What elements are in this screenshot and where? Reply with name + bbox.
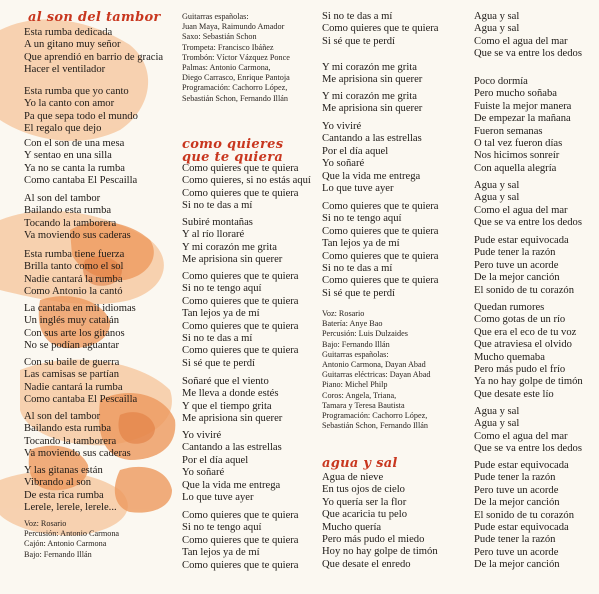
- credits: [182, 12, 290, 104]
- lyric-line: De empezar la mañana: [474, 113, 571, 125]
- credit-line: Saxo: Sebastián Schon: [182, 32, 257, 42]
- credit-line: Juan Maya, Raimundo Amador: [182, 22, 285, 32]
- song-title: agua y sal: [322, 456, 398, 471]
- stanza: [24, 138, 137, 188]
- lyric-line: Mucho quería: [322, 521, 382, 533]
- lyric-line: Como quieres, si no estás aquí: [182, 175, 311, 187]
- credit-line: Bajo: Fernando Illán: [322, 339, 390, 349]
- credits: [322, 309, 430, 431]
- lyric-line: Que la vida me entrega: [182, 479, 281, 491]
- credit-line: Sebastián Schon, Fernando Illán: [322, 421, 428, 431]
- lyric-line: Si sé que te perdí: [182, 357, 255, 369]
- credit-line: Cajón: Antonio Carmona: [24, 539, 107, 549]
- stanza: [474, 11, 582, 61]
- lyric-line: Nos hicimos sonreír: [474, 150, 560, 162]
- lyric-line: Como quieres que te quiera: [182, 559, 299, 571]
- lyric-line: Tocando la tamborera: [24, 217, 117, 229]
- lyric-line: Agua y sal: [474, 11, 520, 22]
- lyric-line: Pude tener la razón: [474, 247, 556, 259]
- credit-line: Sebastián Schon, Fernando Illán: [182, 93, 288, 103]
- lyric-line: Yo viviré: [182, 430, 222, 441]
- lyric-line: El regalo que dejo: [24, 123, 102, 135]
- lyric-line: Por el día aquel: [322, 145, 389, 157]
- lyric-line: Si no te tengo aquí: [182, 283, 262, 295]
- lyric-line: De esta rica rumba: [24, 489, 104, 501]
- lyric-line: De la mejor canción: [474, 497, 560, 509]
- lyric-line: Por el día aquel: [182, 454, 249, 466]
- lyric-line: Me aprisiona sin querer: [322, 74, 423, 86]
- lyric-line: Tan lejos ya de mí: [182, 308, 260, 320]
- stanza: [182, 510, 299, 572]
- lyric-line: Yo soñaré: [182, 467, 225, 479]
- lyric-line: Nadie cantará la rumba: [24, 273, 123, 285]
- lyric-line: Pude tener la razón: [474, 472, 556, 484]
- stanza: [182, 271, 299, 370]
- lyric-line: Pude tener la razón: [474, 534, 556, 546]
- stanza: [474, 460, 574, 572]
- lyric-line: Si no te das a mí: [322, 263, 393, 275]
- lyric-line: Que se va entre los dedos: [474, 217, 582, 229]
- lyric-line: Subiré montañas: [182, 217, 253, 228]
- lyric-line: Como quieres que te quiera: [182, 345, 299, 357]
- lyric-line: Que era el eco de tu voz: [474, 326, 577, 338]
- credit-line: Guitarras españolas:: [322, 349, 389, 359]
- song-title: al son del tambor: [28, 10, 161, 25]
- lyric-line: Poco dormía: [474, 76, 528, 87]
- lyric-line: Como quieres que te quiera: [182, 510, 299, 521]
- lyric-line: Como quieres que te quiera: [182, 163, 299, 174]
- lyric-line: Tan lejos ya de mí: [182, 547, 260, 559]
- lyric-line: Me lleva a donde estés: [182, 388, 279, 400]
- credit-line: Programación: Cachorro López,: [182, 83, 288, 93]
- lyric-line: O tal vez fueron días: [474, 138, 563, 150]
- lyric-line: Agua y sal: [474, 418, 520, 430]
- lyric-line: Como quieres que te quiera: [182, 534, 299, 546]
- lyric-line: Y mi corazón me grita: [322, 91, 417, 102]
- stanza: [322, 11, 439, 48]
- lyric-line: Como quieres que te quiera: [182, 295, 299, 307]
- lyric-line: Pero tuve un acorde: [474, 259, 559, 271]
- credit-line: Programación: Cachorro López,: [322, 411, 428, 421]
- lyric-line: De la mejor canción: [474, 272, 560, 284]
- lyric-line: No se podían aguantar: [24, 340, 120, 352]
- lyric-line: Pa que sepa todo el mundo: [24, 110, 138, 122]
- lyric-line: Fueron semanas: [474, 125, 543, 137]
- credit-line: Palmas: Antonio Carmona,: [182, 63, 271, 73]
- lyric-line: Va moviendo sus caderas: [24, 230, 131, 242]
- lyric-line: Bailando esta rumba: [24, 423, 112, 435]
- lyric-line: Pero tuve un acorde: [474, 546, 559, 558]
- stanza: [24, 86, 138, 136]
- lyric-line: Agua y sal: [474, 406, 520, 417]
- lyric-line: Con sus arte los gitanos: [24, 327, 125, 339]
- lyric-line: Con aquella alegría: [474, 162, 557, 174]
- credit-line: Trompeta: Francisco Ibáñez: [182, 42, 274, 52]
- lyric-line: Fuiste la mejor manera: [474, 100, 572, 112]
- lyric-line: Que aprendió en barrio de gracia: [24, 51, 164, 63]
- credit-line: Voz: Rosario: [24, 519, 67, 528]
- lyric-line: Con el son de una mesa: [24, 138, 125, 149]
- song-title-line-2: que te quiera: [182, 150, 284, 165]
- lyric-line: Las camisas se partían: [24, 369, 120, 381]
- credit-line: Voz: Rosario: [322, 309, 365, 318]
- stanza: [24, 27, 163, 77]
- lyric-line: Cantando a las estrellas: [322, 133, 422, 145]
- lyric-line: Que acaricia tu pelo: [322, 509, 407, 521]
- lyric-line: Que se va entre los dedos: [474, 443, 582, 455]
- stanza: [182, 217, 282, 267]
- lyric-line: Agua y sal: [474, 192, 520, 204]
- lyric-line: Como cantaba El Pescailla: [24, 394, 138, 406]
- lyric-line: Esta rumba que yo canto: [24, 86, 129, 97]
- lyric-line: Lo que tuve ayer: [322, 183, 394, 195]
- stanza: [322, 91, 422, 116]
- lyric-line: Como cantaba El Pescailla: [24, 175, 138, 187]
- stanza: [24, 357, 137, 407]
- lyric-line: Lerele, lerele, lerele...: [24, 502, 117, 514]
- stanza: [24, 411, 131, 461]
- credit-line: Diego Carrasco, Enrique Pantoja: [182, 73, 290, 83]
- lyric-line: Pero más pudo el frío: [474, 364, 566, 376]
- lyric-line: Un inglés muy catalán: [24, 315, 120, 327]
- lyric-line: Como quieres que te quiera: [322, 275, 439, 287]
- lyric-line: Soñaré que el viento: [182, 376, 269, 387]
- lyric-line: Tan lejos ya de mí: [322, 238, 400, 250]
- lyric-line: Agua de nieve: [322, 472, 384, 483]
- lyric-line: Como el agua del mar: [474, 430, 568, 442]
- lyric-line: Si sé que te perdí: [322, 287, 395, 299]
- lyric-line: Pero mucho soñaba: [474, 88, 557, 100]
- lyric-line: Al son del tambor: [24, 411, 101, 422]
- lyric-line: En tus ojos de cielo: [322, 484, 405, 496]
- lyric-line: Yo la canto con amor: [24, 98, 115, 110]
- stanza: [322, 62, 422, 87]
- song-title-line-1: como quieres: [182, 137, 284, 152]
- lyric-line: Esta rumba dedicada: [24, 27, 113, 38]
- lyric-line: Agua y sal: [474, 180, 520, 191]
- lyric-line: Que desate este lío: [474, 388, 554, 400]
- lyric-line: Al son del tambor: [24, 193, 101, 204]
- lyric-line: Y al río lloraré: [182, 229, 245, 241]
- stanza: [322, 472, 438, 571]
- credit-line: Guitarras españolas:: [182, 12, 249, 21]
- lyric-line: Yo viviré: [322, 121, 362, 132]
- lyric-line: Hacer el ventilador: [24, 64, 106, 76]
- stanza: [474, 406, 582, 456]
- credit-line: Piano: Michel Philp: [322, 380, 388, 390]
- lyric-line: Si no te tengo aquí: [322, 213, 402, 225]
- lyric-line: Pude estar equivocada: [474, 235, 569, 246]
- credit-line: Guitarras eléctricas: Dayan Abad: [322, 370, 431, 380]
- lyric-line: Ya no se canta la rumba: [24, 162, 126, 174]
- lyric-line: Si no te das a mí: [182, 333, 253, 345]
- stanza: [474, 302, 583, 401]
- lyric-line: Como el agua del mar: [474, 204, 568, 216]
- stanza: [474, 235, 574, 297]
- lyric-line: Ya no hay golpe de timón: [474, 376, 583, 388]
- stanza: [24, 303, 136, 353]
- stanza: [322, 201, 439, 300]
- stanza: [474, 76, 571, 175]
- stanza: [24, 193, 131, 243]
- lyric-line: Como quieres que te quiera: [322, 225, 439, 237]
- stanza: [24, 249, 124, 299]
- lyric-line: Y las gitanas están: [24, 465, 103, 476]
- credit-line: Bajo: Fernando Illán: [24, 549, 92, 559]
- lyric-line: Hoy no hay golpe de timón: [322, 546, 438, 558]
- lyric-line: Pude estar equivocada: [474, 460, 569, 471]
- lyric-line: Como el agua del mar: [474, 35, 568, 47]
- credit-line: Coros: Angela, Triana,: [322, 390, 397, 400]
- stanza: [182, 163, 311, 213]
- lyric-line: Va moviendo sus caderas: [24, 448, 131, 460]
- lyric-line: Pude estar equivocada: [474, 522, 569, 534]
- lyric-line: Vibrando al son: [24, 477, 92, 489]
- lyric-line: Brilla tanto como el sol: [24, 261, 124, 273]
- lyric-line: Como quieres que te quiera: [182, 320, 299, 332]
- lyric-line: Tocando la tamborera: [24, 435, 117, 447]
- lyric-line: A un gitano muy señor: [24, 39, 121, 51]
- lyric-line: Me aprisiona sin querer: [182, 254, 283, 266]
- credit-line: Trombón: Víctor Vázquez Ponce: [182, 52, 290, 62]
- lyric-line: El sonido de tu corazón: [474, 284, 575, 296]
- lyric-line: Si sé que te perdí: [322, 35, 395, 47]
- stanza: [322, 121, 422, 195]
- stanza: [474, 180, 582, 230]
- stanza: [182, 430, 282, 504]
- stanza: [182, 376, 282, 426]
- stanza: [24, 465, 117, 515]
- lyric-line: Que se va entre los dedos: [474, 48, 582, 60]
- credit-line: Percusión: Antonio Carmona: [24, 529, 120, 539]
- lyric-line: La cantaba en mil idiomas: [24, 303, 136, 314]
- lyric-line: Yo soñaré: [322, 158, 365, 170]
- lyric-line: Bailando esta rumba: [24, 205, 112, 217]
- lyric-line: Esta rumba tiene fuerza: [24, 249, 125, 260]
- lyric-line: Si no te tengo aquí: [182, 522, 262, 534]
- lyric-line: Como gotas de un río: [474, 314, 566, 326]
- lyric-line: Como quieres que te quiera: [182, 271, 299, 282]
- lyric-line: Que atraviesa el olvido: [474, 339, 572, 351]
- lyric-line: Con su baile de guerra: [24, 357, 120, 368]
- lyric-line: Como quieres que te quiera: [182, 187, 299, 199]
- lyric-line: Y mi corazón me grita: [182, 241, 277, 253]
- lyric-line: Que la vida me entrega: [322, 170, 421, 182]
- lyric-line: Y que el tiempo grita: [182, 400, 272, 412]
- lyric-line: Me aprisiona sin querer: [182, 413, 283, 425]
- credits: [24, 519, 119, 560]
- credit-line: Batería: Anye Bao: [322, 319, 383, 329]
- lyric-line: Nadie cantará la rumba: [24, 381, 123, 393]
- lyric-line: Si no te das a mí: [322, 11, 393, 22]
- credit-line: Percusión: Luis Dulzaides: [322, 329, 408, 339]
- lyric-line: Lo que tuve ayer: [182, 492, 254, 504]
- lyric-line: Como quieres que te quiera: [322, 201, 439, 212]
- lyric-line: Que desate el enredo: [322, 558, 411, 570]
- lyric-line: Mucho quemaba: [474, 351, 545, 363]
- lyric-line: Pero más pudo el miedo: [322, 534, 425, 546]
- lyric-line: Como quieres que te quiera: [322, 23, 439, 35]
- lyric-line: El sonido de tu corazón: [474, 509, 575, 521]
- credit-line: Tamara y Teresa Bautista: [322, 400, 405, 410]
- lyric-line: Y mi corazón me grita: [322, 62, 417, 73]
- lyric-line: Si no te das a mí: [182, 200, 253, 212]
- lyric-line: Quedan rumores: [474, 302, 545, 313]
- lyric-line: Como Antonio la cantó: [24, 286, 123, 298]
- lyric-line: Agua y sal: [474, 23, 520, 35]
- lyric-line: Cantando a las estrellas: [182, 442, 282, 454]
- lyric-line: Yo quería ser la flor: [322, 496, 407, 508]
- lyric-line: De la mejor canción: [474, 559, 560, 571]
- lyric-line: Y sentao en una silla: [24, 150, 112, 162]
- lyric-line: Me aprisiona sin querer: [322, 103, 423, 115]
- lyric-line: Pero tuve un acorde: [474, 484, 559, 496]
- lyric-line: Como quieres que te quiera: [322, 250, 439, 262]
- credit-line: Antonio Carmona, Dayan Abad: [322, 360, 426, 370]
